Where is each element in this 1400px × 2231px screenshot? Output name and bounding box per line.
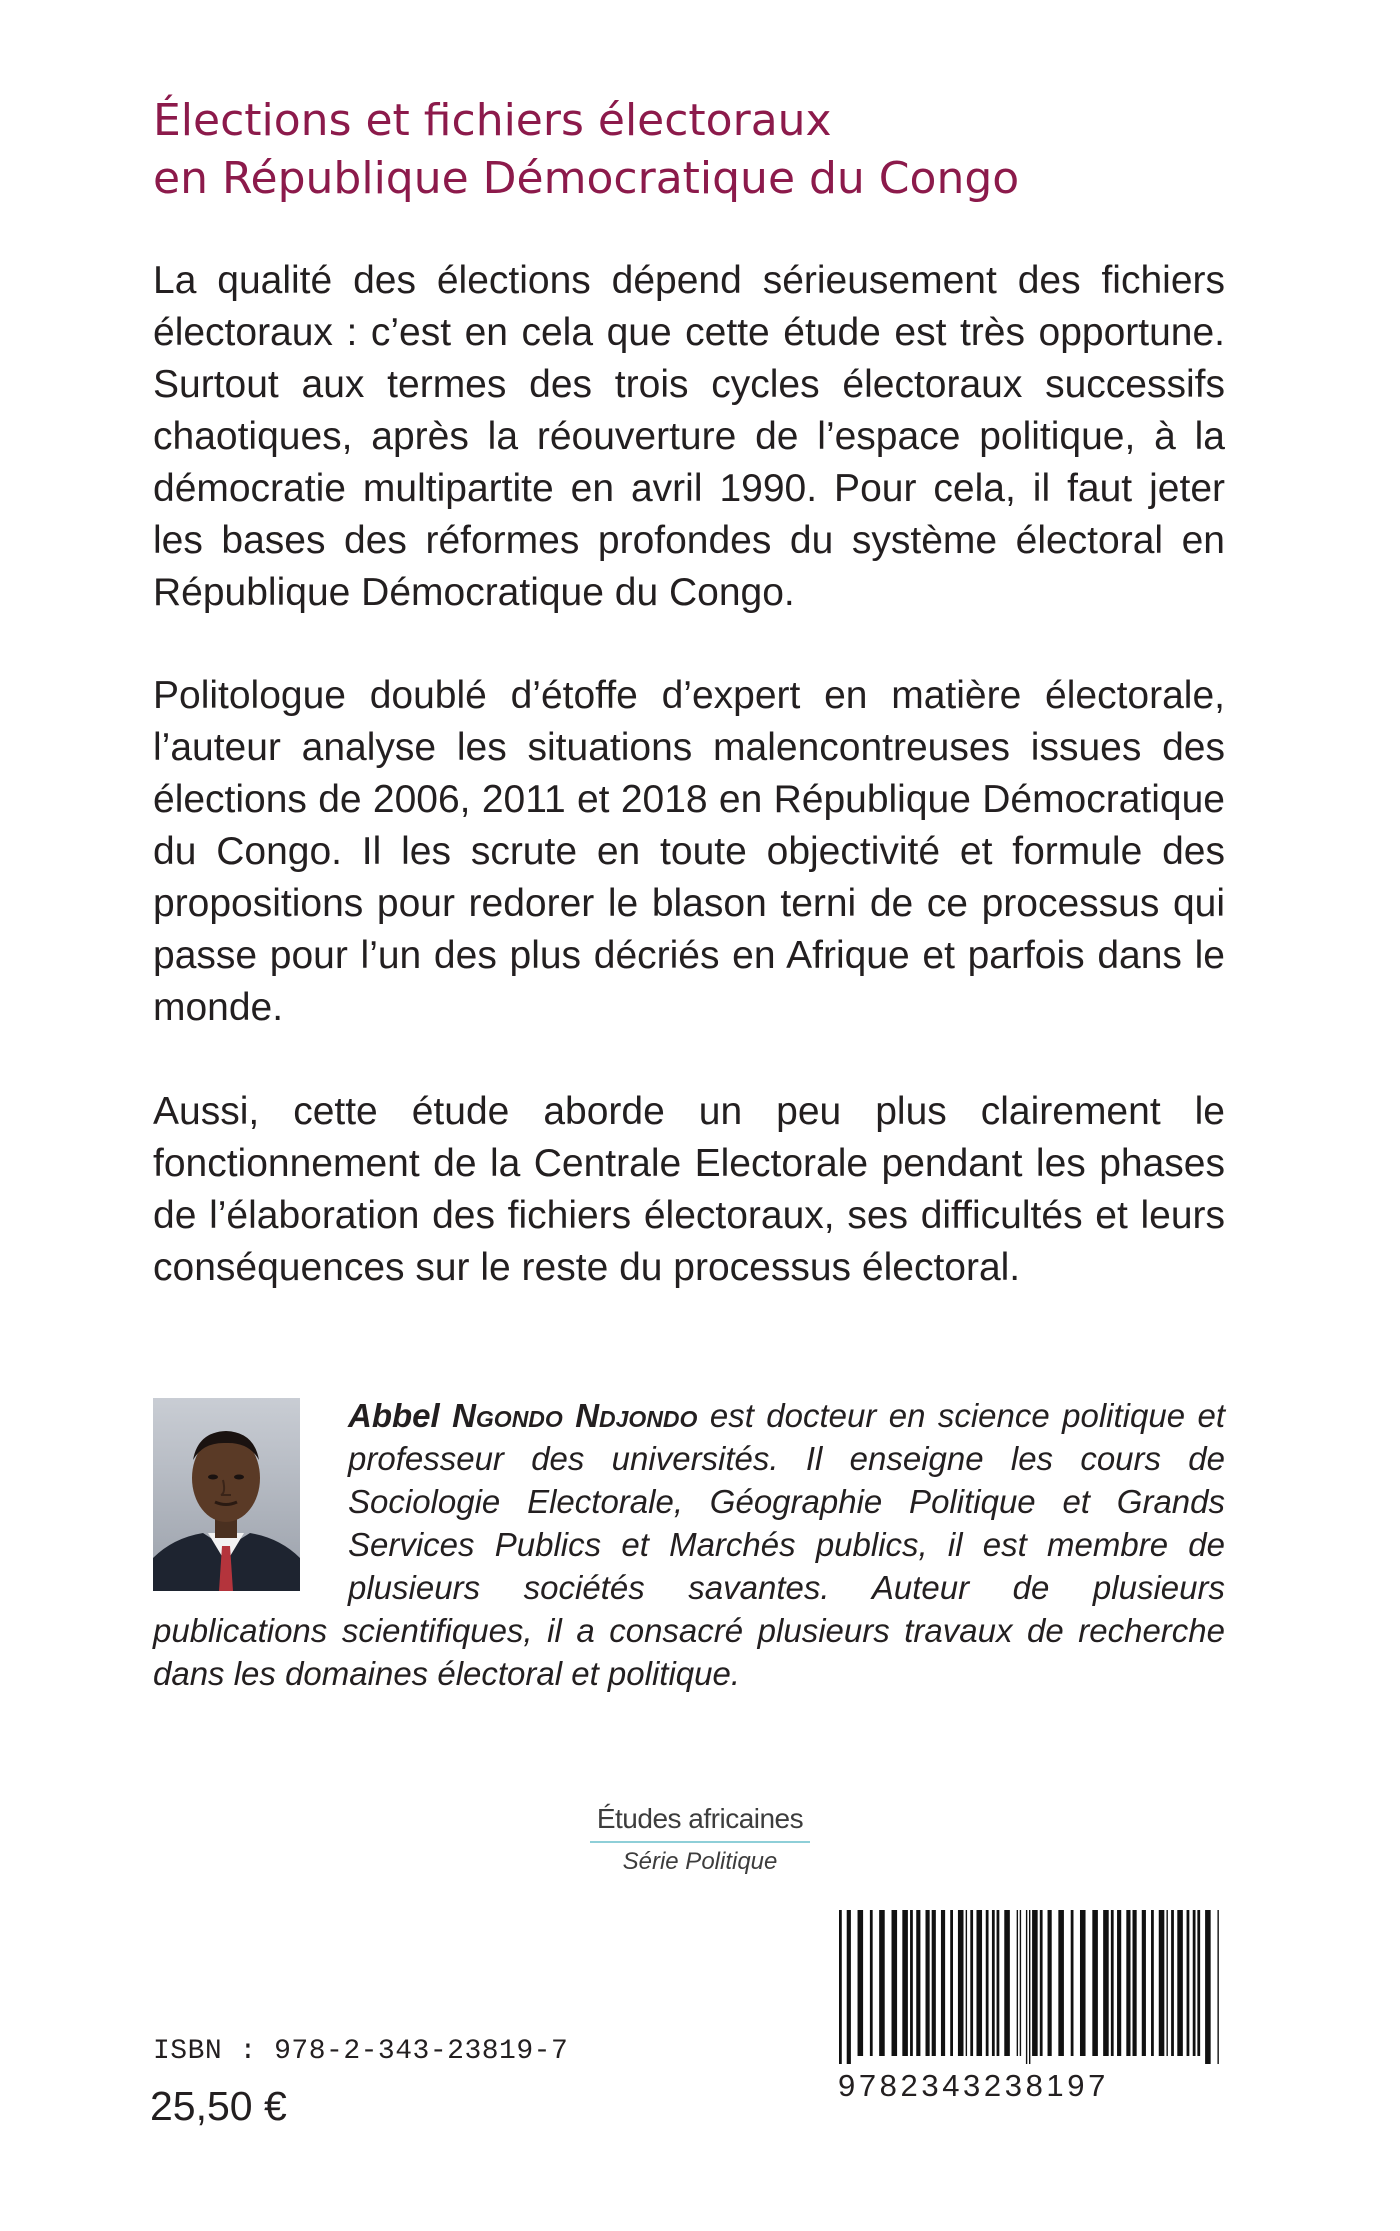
barcode-bar: [1151, 1910, 1154, 2056]
barcode-bar: [910, 1910, 913, 2056]
barcode-bar: [1197, 1910, 1200, 2056]
barcode-bar: [926, 1910, 930, 2056]
barcode-bar: [1004, 1910, 1010, 2056]
barcode-bar: [1117, 1910, 1121, 2056]
barcode-bar: [1193, 1910, 1196, 2056]
barcode-bar: [1126, 1910, 1130, 2056]
subseries-name: Série Politique: [622, 1848, 778, 1875]
barcode-bar: [958, 1910, 964, 2056]
author-bio: [153, 1394, 1225, 1695]
author-first-name: Abbel: [348, 1397, 440, 1434]
barcode-bar: [1133, 1910, 1137, 2056]
barcode-digits: [838, 2068, 1220, 2104]
barcode-bar: [1029, 1910, 1030, 2064]
barcode-bar: [902, 1910, 908, 2056]
barcode-bar: [879, 1910, 885, 2056]
barcode-bar: [1040, 1910, 1043, 2056]
barcode-bar: [1205, 1910, 1211, 2064]
summary-paragraph-1: La qualité des élections dépend sérieusement des fichiers électoraux : c’est en cela que cette étude est très opportune. Surtout aux termes des trois cycles électoraux successifs chaotiques, après la réouverture de l’espace politique, à la démocratie multipartite en avril 1990. Pour cela, il faut jeter les bases des réformes profondes du système électoral en République Démocratique du Congo.: [153, 259, 1225, 614]
barcode-bar: [1026, 1910, 1027, 2064]
barcode-bar: [1020, 1910, 1021, 2056]
barcode-bar: [941, 1910, 945, 2056]
barcode-bar: [839, 1910, 842, 2064]
barcode-bar: [1166, 1910, 1167, 2056]
barcode-number: 9782343238197: [838, 2068, 1109, 2103]
summary-paragraph-3: Aussi, cette étude aborde un peu plus clairement le fonctionnement de la Centrale Electorale pendant les phases de l’élaboration des fichiers électoraux, ses difficultés et leurs conséquences sur le reste du processus électoral.: [153, 1090, 1225, 1289]
title-line-2: en République Démocratique du Congo: [153, 153, 1020, 204]
summary-paragraph-2: Politologue doublé d’étoffe d’expert en matière électorale, l’auteur analyse les situations malencontreuses issues des élections de 2006, 2011 et 2018 en République Démocratique du Congo. Il les scrute en toute objectivité et formule des propositions pour redorer le blason terni de ce processus qui passe pour l’un des plus décriés en Afrique et parfois dans le monde.: [153, 674, 1225, 1029]
barcode-bar: [1080, 1910, 1086, 2056]
series-logo: [570, 1803, 830, 1876]
barcode-bar: [976, 1910, 982, 2056]
barcode-bar: [916, 1910, 920, 2056]
barcode: [838, 1910, 1220, 2110]
barcode-bar: [997, 1910, 1000, 2056]
barcode-bar: [1092, 1910, 1098, 2056]
barcode-bar: [1217, 1910, 1218, 2064]
barcode-bar: [1048, 1910, 1052, 2056]
barcode-bar: [932, 1910, 936, 2056]
barcode-bar: [970, 1910, 973, 2056]
barcode-bar: [870, 1910, 873, 2056]
barcode-bar: [950, 1910, 953, 2056]
barcode-bar: [847, 1910, 851, 2064]
author-bio-text: est docteur en science politique et professeur des universités. Il enseigne les cours de Sociologie Electorale, Géographie Politique et Grands Services Publics et Marchés publics, il est membre de plusieurs sociétés savantes. Auteur de plusieurs publications scientifiques, il a consacré plusieurs travaux de recherche dans les domaines électoral et politique.: [153, 1397, 1225, 1692]
title-line-1: Élections et fichiers électoraux: [153, 95, 832, 146]
author-last-name: Ngondo Ndjondo: [452, 1397, 698, 1434]
barcode-bar: [1171, 1910, 1174, 2056]
barcode-bar: [1187, 1910, 1190, 2056]
barcode-bar: [1142, 1910, 1146, 2056]
price: 25,50 €: [150, 2083, 287, 2129]
book-title: [153, 92, 1273, 208]
barcode-bar: [1017, 1910, 1018, 2056]
isbn: ISBN : 978-2-343-23819-7: [153, 2036, 569, 2067]
barcode-bar: [1111, 1910, 1114, 2056]
barcode-bar: [1177, 1910, 1183, 2056]
barcode-bar: [858, 1910, 864, 2056]
barcode-bar: [1032, 1910, 1038, 2056]
barcode-bar: [1159, 1910, 1165, 2056]
barcode-bars: [838, 1910, 1220, 2064]
barcode-bar: [892, 1910, 898, 2056]
barcode-bar: [986, 1910, 989, 2056]
series-divider: [590, 1841, 810, 1843]
barcode-bar: [1103, 1910, 1109, 2056]
barcode-bar: [966, 1910, 967, 2056]
collection-name: Études africaines: [596, 1803, 804, 1834]
barcode-bar: [992, 1910, 995, 2056]
barcode-bar: [1058, 1910, 1064, 2056]
barcode-bar: [1071, 1910, 1074, 2056]
